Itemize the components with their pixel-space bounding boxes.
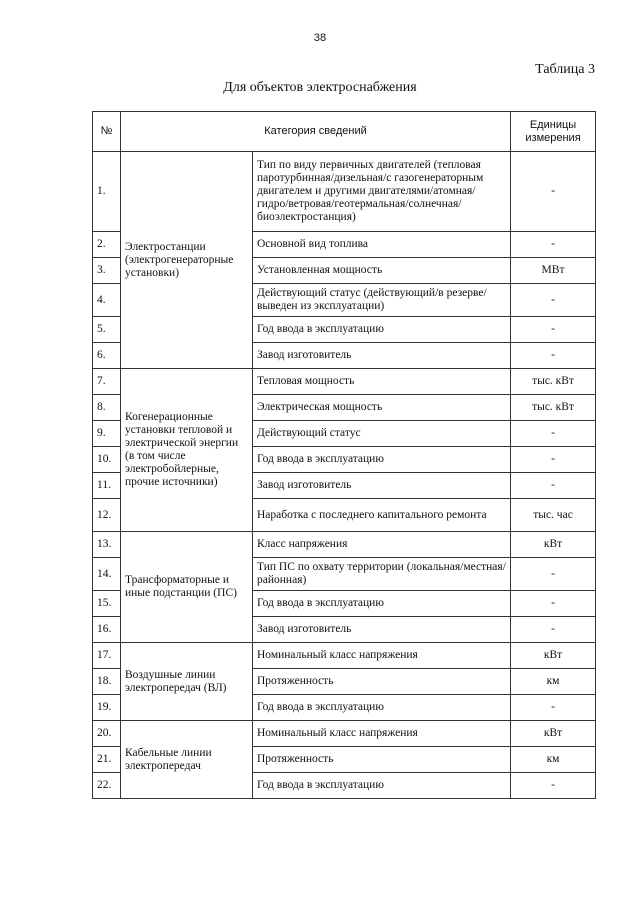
group-name: Электростанции (электрогенераторные установки) bbox=[121, 152, 253, 369]
table-label: Таблица 3 bbox=[535, 62, 595, 77]
row-number: 5. bbox=[93, 317, 121, 343]
unit-of-measure: кВт bbox=[511, 643, 596, 669]
page-number: 38 bbox=[313, 32, 327, 44]
unit-of-measure: - bbox=[511, 317, 596, 343]
group-name: Кабельные линии электропередач bbox=[121, 721, 253, 799]
row-number: 19. bbox=[93, 695, 121, 721]
unit-of-measure: тыс. час bbox=[511, 499, 596, 532]
item-description: Год ввода в эксплуатацию bbox=[253, 591, 511, 617]
unit-of-measure: - bbox=[511, 284, 596, 317]
row-number: 15. bbox=[93, 591, 121, 617]
item-description: Электрическая мощность bbox=[253, 395, 511, 421]
row-number: 16. bbox=[93, 617, 121, 643]
unit-of-measure: - bbox=[511, 447, 596, 473]
item-description: Тепловая мощность bbox=[253, 369, 511, 395]
table-row bbox=[93, 643, 596, 669]
unit-of-measure: км bbox=[511, 669, 596, 695]
item-description: Протяженность bbox=[253, 669, 511, 695]
group-name: Воздушные линии электропередач (ВЛ) bbox=[121, 643, 253, 721]
group-name: Трансформаторные и иные подстанции (ПС) bbox=[121, 532, 253, 643]
unit-of-measure: - bbox=[511, 617, 596, 643]
item-description: Завод изготовитель bbox=[253, 617, 511, 643]
unit-of-measure: - bbox=[511, 773, 596, 799]
unit-of-measure: км bbox=[511, 747, 596, 773]
item-description: Год ввода в эксплуатацию bbox=[253, 773, 511, 799]
unit-of-measure: - bbox=[511, 473, 596, 499]
unit-of-measure: кВт bbox=[511, 532, 596, 558]
item-description: Класс напряжения bbox=[253, 532, 511, 558]
row-number: 21. bbox=[93, 747, 121, 773]
item-description: Год ввода в эксплуатацию bbox=[253, 447, 511, 473]
item-description: Наработка с последнего капитального ремонта bbox=[253, 499, 511, 532]
item-description: Год ввода в эксплуатацию bbox=[253, 317, 511, 343]
unit-of-measure: - bbox=[511, 591, 596, 617]
item-description: Номинальный класс напряжения bbox=[253, 643, 511, 669]
unit-of-measure: тыс. кВт bbox=[511, 395, 596, 421]
item-description: Год ввода в эксплуатацию bbox=[253, 695, 511, 721]
row-number: 20. bbox=[93, 721, 121, 747]
row-number: 9. bbox=[93, 421, 121, 447]
row-number: 17. bbox=[93, 643, 121, 669]
row-number: 18. bbox=[93, 669, 121, 695]
row-number: 3. bbox=[93, 258, 121, 284]
unit-of-measure: - bbox=[511, 232, 596, 258]
item-description: Установленная мощность bbox=[253, 258, 511, 284]
unit-of-measure: - bbox=[511, 152, 596, 232]
row-number: 22. bbox=[93, 773, 121, 799]
row-number: 1. bbox=[93, 152, 121, 232]
header-num: № bbox=[93, 112, 121, 152]
row-number: 14. bbox=[93, 558, 121, 591]
row-number: 4. bbox=[93, 284, 121, 317]
table-row bbox=[93, 721, 596, 747]
row-number: 6. bbox=[93, 343, 121, 369]
data-table bbox=[92, 111, 596, 799]
item-description: Завод изготовитель bbox=[253, 343, 511, 369]
item-description: Тип по виду первичных двигателей (тепловая паротурбинная/дизельная/с газогенераторным двигателем и другими двигателями/атомная/гидро/ветровая/геотермальная/солнечная/биоэлектростанция) bbox=[253, 152, 511, 232]
row-number: 11. bbox=[93, 473, 121, 499]
table-body bbox=[93, 152, 596, 799]
row-number: 10. bbox=[93, 447, 121, 473]
document-title: Для объектов электроснабжения bbox=[223, 80, 417, 95]
unit-of-measure: - bbox=[511, 421, 596, 447]
item-description: Действующий статус bbox=[253, 421, 511, 447]
unit-of-measure: МВт bbox=[511, 258, 596, 284]
group-name: Когенерационные установки тепловой и электрической энергии (в том числе электробойлерные, прочие источники) bbox=[121, 369, 253, 532]
item-description: Завод изготовитель bbox=[253, 473, 511, 499]
item-description: Тип ПС по охвату территории (локальная/местная/районная) bbox=[253, 558, 511, 591]
unit-of-measure: тыс. кВт bbox=[511, 369, 596, 395]
item-description: Основной вид топлива bbox=[253, 232, 511, 258]
unit-of-measure: - bbox=[511, 558, 596, 591]
table-row bbox=[93, 532, 596, 558]
row-number: 8. bbox=[93, 395, 121, 421]
table-row bbox=[93, 152, 596, 232]
row-number: 13. bbox=[93, 532, 121, 558]
header-category: Категория сведений bbox=[121, 112, 511, 152]
row-number: 7. bbox=[93, 369, 121, 395]
unit-of-measure: - bbox=[511, 695, 596, 721]
item-description: Действующий статус (действующий/в резерве/выведен из эксплуатации) bbox=[253, 284, 511, 317]
header-unit: Единицы измерения bbox=[511, 112, 596, 152]
item-description: Номинальный класс напряжения bbox=[253, 721, 511, 747]
unit-of-measure: кВт bbox=[511, 721, 596, 747]
row-number: 12. bbox=[93, 499, 121, 532]
unit-of-measure: - bbox=[511, 343, 596, 369]
table-row bbox=[93, 369, 596, 395]
item-description: Протяженность bbox=[253, 747, 511, 773]
row-number: 2. bbox=[93, 232, 121, 258]
